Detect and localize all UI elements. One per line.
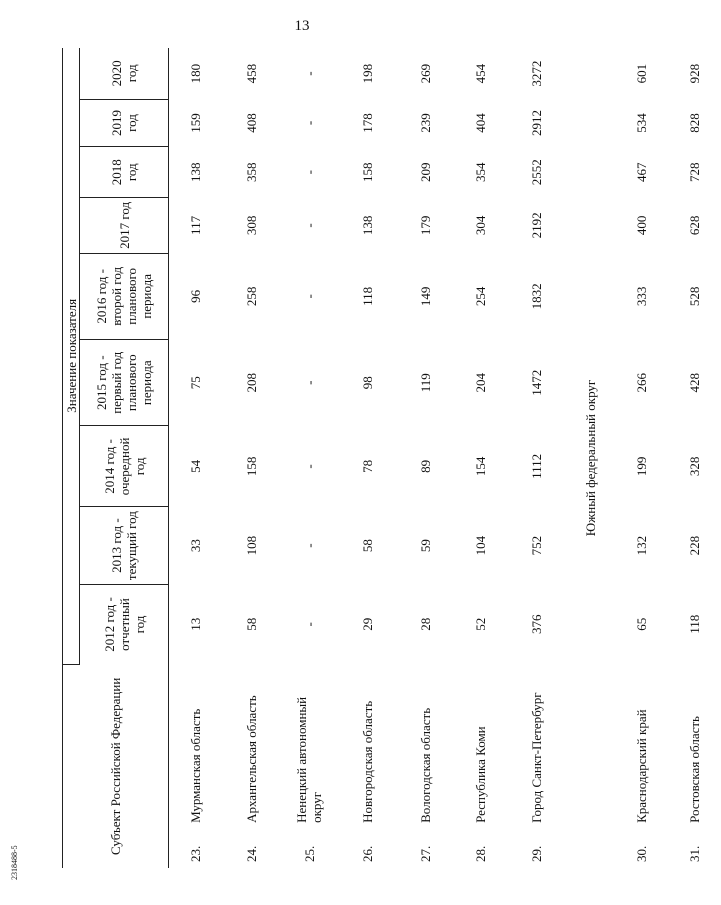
value-cell: 354: [473, 162, 488, 182]
year-header: 2019 год: [80, 99, 169, 147]
table-row: [396, 48, 454, 868]
year-header: 2013 год - текущий год: [80, 507, 169, 585]
value-cell: 89: [417, 459, 433, 473]
row-number: 31.: [687, 845, 702, 862]
value-cell: -: [301, 120, 317, 126]
values-header: Значение показателя: [63, 48, 80, 664]
value-cell: 1112: [528, 453, 544, 479]
row-number: 23.: [188, 845, 203, 862]
table-row: [338, 48, 396, 868]
subject-name: Архангельская область: [243, 695, 259, 823]
value-cell: 228: [687, 535, 702, 556]
value-cell: 1832: [528, 283, 544, 310]
subject-name: Республика Коми: [473, 726, 488, 823]
table-row: [222, 48, 280, 868]
value-cell: 75: [188, 376, 203, 390]
value-cell: 204: [473, 373, 488, 393]
row-number: 30.: [634, 845, 649, 862]
subject-name: Новгородская область: [359, 700, 375, 823]
value-cell: 199: [634, 456, 649, 477]
value-cell: 209: [417, 162, 433, 182]
rotated-table-container: [62, 48, 702, 868]
value-cell: 118: [359, 286, 375, 306]
value-cell: 269: [417, 63, 433, 84]
value-cell: 3272: [528, 60, 544, 87]
year-header: 2017 год: [80, 198, 169, 253]
subject-name: Ненецкий автономный округ: [294, 696, 324, 823]
value-cell: 96: [188, 289, 203, 303]
value-cell: 119: [417, 373, 433, 393]
value-cell: 534: [634, 113, 649, 133]
value-cell: 28: [417, 617, 433, 631]
row-number: 27.: [417, 845, 433, 862]
section-title: Южный федеральный округ: [582, 379, 598, 537]
value-cell: 376: [528, 614, 544, 635]
value-cell: 266: [634, 373, 649, 393]
value-cell: 149: [417, 286, 433, 307]
value-cell: 752: [528, 535, 544, 556]
subject-name: Краснодарский край: [634, 709, 649, 823]
value-cell: 304: [473, 215, 488, 236]
table-row: [507, 48, 565, 868]
value-cell: 104: [473, 535, 488, 556]
year-header: 2012 год - отчетный год: [80, 584, 169, 664]
value-cell: 13: [188, 617, 203, 631]
table-row: [454, 48, 507, 868]
subject-name: Город Санкт-Петербург: [528, 692, 544, 823]
subject-header: Субъект Российской Федерации: [63, 664, 169, 868]
subject-name: Вологодская область: [417, 707, 433, 823]
value-cell: 2912: [528, 109, 544, 136]
value-cell: 333: [634, 286, 649, 307]
value-cell: 154: [473, 456, 488, 477]
row-number: 25.: [301, 845, 317, 862]
value-cell: 29: [359, 617, 375, 631]
row-number: 24.: [243, 845, 259, 862]
value-cell: 179: [417, 215, 433, 236]
table-row: [169, 48, 223, 868]
row-number: 29.: [528, 845, 544, 862]
value-cell: -: [301, 543, 317, 548]
page-number: 13: [294, 18, 310, 34]
value-cell: 2552: [528, 159, 544, 186]
year-header: 2014 год - очередной год: [80, 426, 169, 507]
row-number: 28.: [473, 845, 488, 862]
value-cell: 117: [188, 215, 203, 235]
value-cell: 132: [634, 535, 649, 556]
value-cell: 59: [417, 539, 433, 553]
year-header: 2015 год - первый год планового периода: [80, 340, 169, 426]
value-cell: 404: [473, 113, 488, 133]
value-cell: 78: [359, 459, 375, 473]
value-cell: 208: [243, 373, 259, 393]
value-cell: 467: [634, 162, 649, 182]
value-cell: -: [301, 622, 317, 627]
value-cell: 328: [687, 456, 702, 477]
value-cell: 2192: [528, 212, 544, 239]
value-cell: -: [301, 294, 317, 299]
value-cell: 178: [359, 113, 375, 133]
value-cell: 408: [243, 113, 259, 133]
value-cell: 118: [687, 614, 702, 634]
value-cell: 828: [687, 113, 702, 133]
year-header: 2016 год - второй год планового периода: [80, 253, 169, 339]
value-cell: 400: [634, 215, 649, 236]
value-cell: 928: [687, 63, 702, 84]
value-cell: 258: [243, 286, 259, 307]
value-cell: -: [301, 71, 317, 76]
value-cell: 308: [243, 215, 259, 236]
value-cell: 1472: [528, 369, 544, 396]
indicator-table: [62, 48, 721, 868]
subject-name: Мурманская область: [188, 708, 203, 823]
value-cell: 458: [243, 63, 259, 84]
value-cell: 428: [687, 373, 702, 393]
value-cell: 254: [473, 286, 488, 307]
value-cell: 54: [188, 459, 203, 473]
value-cell: 138: [359, 215, 375, 236]
year-header: 2020 год: [80, 48, 169, 99]
value-cell: 58: [359, 539, 375, 553]
value-cell: -: [301, 223, 317, 228]
value-cell: 601: [634, 63, 649, 84]
table-row: [280, 48, 338, 868]
value-cell: 198: [359, 63, 375, 84]
row-number: 26.: [359, 845, 375, 862]
value-cell: -: [301, 380, 317, 385]
table-row: [615, 48, 668, 868]
value-cell: 58: [243, 617, 259, 631]
value-cell: 358: [243, 162, 259, 182]
value-cell: 158: [243, 456, 259, 477]
table-row: [668, 48, 721, 868]
value-cell: 33: [188, 539, 203, 553]
value-cell: -: [301, 170, 317, 175]
value-cell: 138: [188, 162, 203, 182]
value-cell: 454: [473, 63, 488, 84]
value-cell: 158: [359, 162, 375, 182]
document-code: 2318488-5: [10, 845, 19, 880]
value-cell: 528: [687, 286, 702, 307]
value-cell: 98: [359, 376, 375, 390]
value-cell: 628: [687, 215, 702, 236]
year-header: 2018 год: [80, 147, 169, 198]
value-cell: 52: [473, 617, 488, 631]
subject-name: Ростовская область: [687, 716, 702, 823]
value-cell: 65: [634, 617, 649, 631]
value-cell: 159: [188, 113, 203, 133]
value-cell: 728: [687, 162, 702, 182]
value-cell: 180: [188, 63, 203, 84]
value-cell: 239: [417, 113, 433, 133]
value-cell: 108: [243, 535, 259, 556]
value-cell: -: [301, 464, 317, 469]
